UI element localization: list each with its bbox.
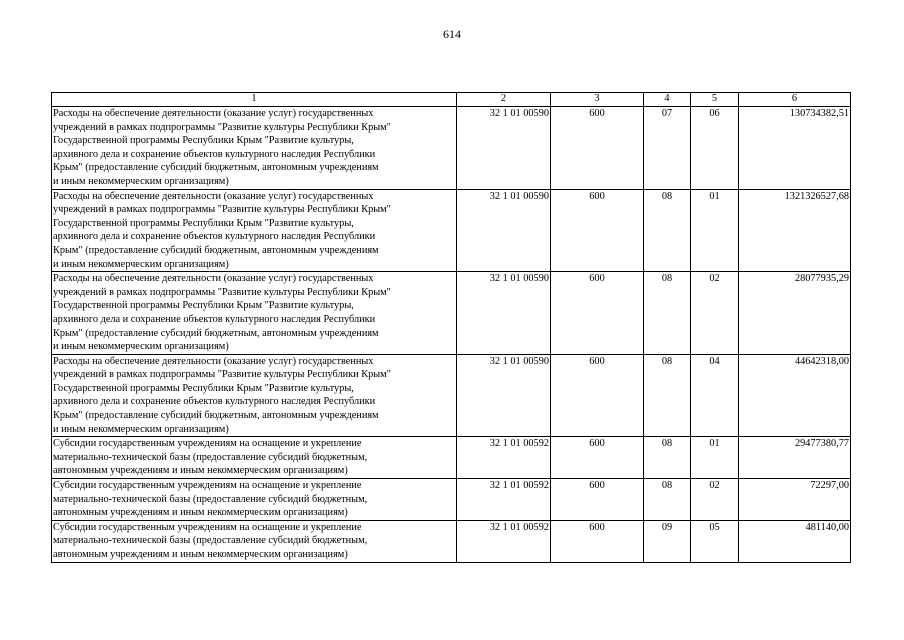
- header-col-4: 4: [644, 93, 691, 107]
- section-code: 08: [644, 189, 691, 272]
- expense-type-code: 600: [551, 520, 644, 562]
- table-header-row: [52, 93, 851, 107]
- expense-name: Расходы на обеспечение деятельности (оказание услуг) государственных учреждений в рамках подпрограммы "Развитие культуры Республики Крым" Государственной программы Республики Крым "Развитие культуры, архивного дела и сохранение объектов культурного наследия Республики Крым" (предоставление субсидий бюджетным, автономным учреждениям и иным некоммерческим организациям): [52, 189, 457, 272]
- section-code: 08: [644, 437, 691, 479]
- expense-type-code: 600: [551, 107, 644, 190]
- expense-type-code: 600: [551, 479, 644, 521]
- subsection-code: 05: [691, 520, 739, 562]
- target-article-code: 32 1 01 00590: [457, 189, 551, 272]
- header-col-1: 1: [52, 93, 457, 107]
- expense-type-code: 600: [551, 189, 644, 272]
- amount: 29477380,77: [739, 437, 851, 479]
- subsection-code: 04: [691, 354, 739, 437]
- section-code: 07: [644, 107, 691, 190]
- expense-name: Субсидии государственным учреждениям на оснащение и укрепление материально-технической базы (предоставление субсидий бюджетным, автономным учреждениям и иным некоммерческим организациям): [52, 479, 457, 521]
- section-code: 09: [644, 520, 691, 562]
- subsection-code: 06: [691, 107, 739, 190]
- expense-type-code: 600: [551, 272, 644, 355]
- table-row: [52, 520, 851, 562]
- expense-name: Расходы на обеспечение деятельности (оказание услуг) государственных учреждений в рамках подпрограммы "Развитие культуры Республики Крым" Государственной программы Республики Крым "Развитие культуры, архивного дела и сохранение объектов культурного наследия Республики Крым" (предоставление субсидий бюджетным, автономным учреждениям и иным некоммерческим организациям): [52, 107, 457, 190]
- table-row: [52, 479, 851, 521]
- budget-table: [51, 92, 851, 563]
- amount: 44642318,00: [739, 354, 851, 437]
- page-number: 614: [443, 27, 461, 41]
- table-row: [52, 189, 851, 272]
- amount: 72297,00: [739, 479, 851, 521]
- table-row: [52, 354, 851, 437]
- header-col-2: 2: [457, 93, 551, 107]
- section-code: 08: [644, 272, 691, 355]
- target-article-code: 32 1 01 00592: [457, 479, 551, 521]
- subsection-code: 01: [691, 437, 739, 479]
- target-article-code: 32 1 01 00590: [457, 107, 551, 190]
- section-code: 08: [644, 354, 691, 437]
- amount: 130734382,51: [739, 107, 851, 190]
- amount: 28077935,29: [739, 272, 851, 355]
- expense-name: Расходы на обеспечение деятельности (оказание услуг) государственных учреждений в рамках подпрограммы "Развитие культуры Республики Крым" Государственной программы Республики Крым "Развитие культуры, архивного дела и сохранение объектов культурного наследия Республики Крым" (предоставление субсидий бюджетным, автономным учреждениям и иным некоммерческим организациям): [52, 354, 457, 437]
- expense-type-code: 600: [551, 354, 644, 437]
- expense-name: Субсидии государственным учреждениям на оснащение и укрепление материально-технической базы (предоставление субсидий бюджетным, автономным учреждениям и иным некоммерческим организациям): [52, 520, 457, 562]
- target-article-code: 32 1 01 00590: [457, 272, 551, 355]
- header-col-5: 5: [691, 93, 739, 107]
- subsection-code: 01: [691, 189, 739, 272]
- table-row: [52, 107, 851, 190]
- expense-name: Расходы на обеспечение деятельности (оказание услуг) государственных учреждений в рамках подпрограммы "Развитие культуры Республики Крым" Государственной программы Республики Крым "Развитие культуры, архивного дела и сохранение объектов культурного наследия Республики Крым" (предоставление субсидий бюджетным, автономным учреждениям и иным некоммерческим организациям): [52, 272, 457, 355]
- expense-name: Субсидии государственным учреждениям на оснащение и укрепление материально-технической базы (предоставление субсидий бюджетным, автономным учреждениям и иным некоммерческим организациям): [52, 437, 457, 479]
- target-article-code: 32 1 01 00592: [457, 520, 551, 562]
- header-col-6: 6: [739, 93, 851, 107]
- table-row: [52, 437, 851, 479]
- amount: 481140,00: [739, 520, 851, 562]
- section-code: 08: [644, 479, 691, 521]
- target-article-code: 32 1 01 00592: [457, 437, 551, 479]
- expense-type-code: 600: [551, 437, 644, 479]
- subsection-code: 02: [691, 272, 739, 355]
- header-col-3: 3: [551, 93, 644, 107]
- target-article-code: 32 1 01 00590: [457, 354, 551, 437]
- amount: 1321326527,68: [739, 189, 851, 272]
- table-row: [52, 272, 851, 355]
- subsection-code: 02: [691, 479, 739, 521]
